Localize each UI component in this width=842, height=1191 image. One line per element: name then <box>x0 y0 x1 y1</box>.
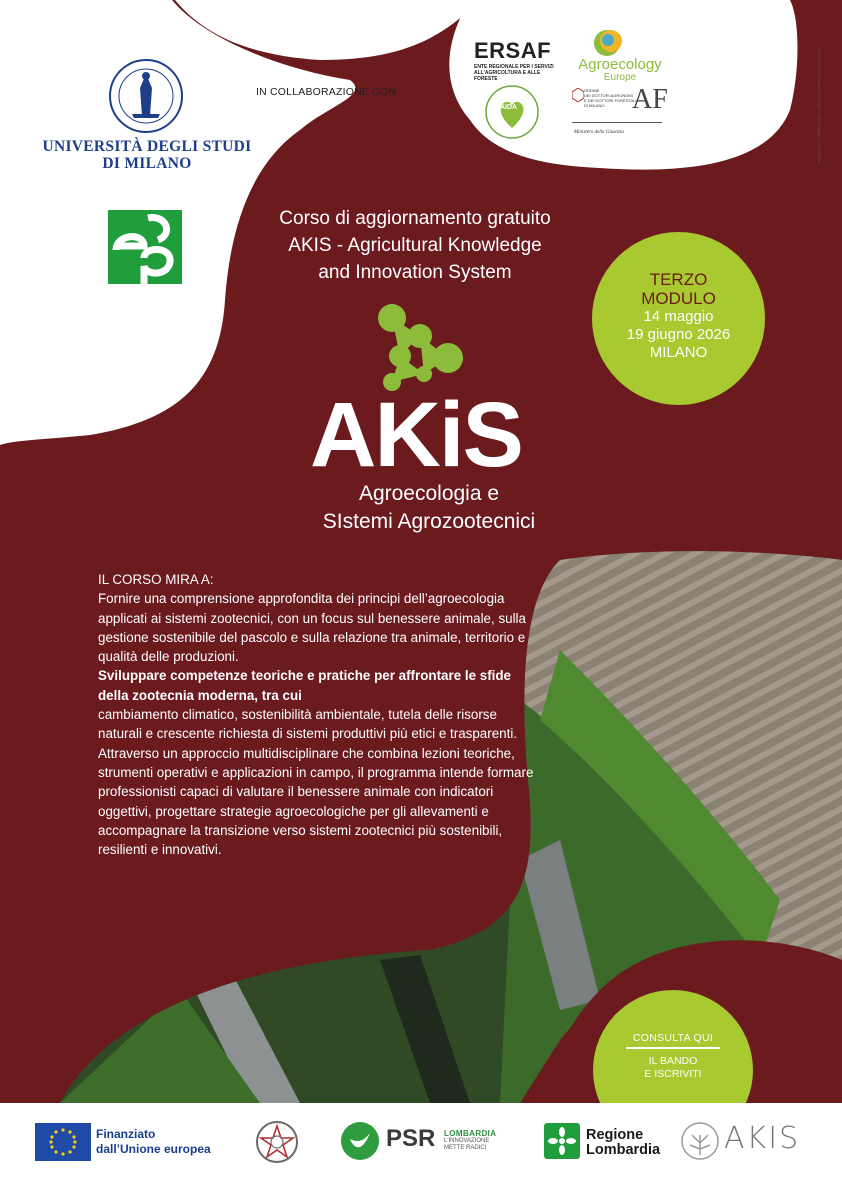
eu-flag-icon <box>35 1123 91 1161</box>
ersaf-subtitle-2: ALL'AGRICOLTURA E ALLE FORESTE <box>474 70 541 82</box>
akis-subtitle <box>298 480 560 536</box>
eu-funding-label <box>96 1127 211 1157</box>
cta-top-label: CONSULTA QUI <box>632 1032 714 1044</box>
ersaf-logo <box>474 38 564 82</box>
italian-republic-emblem-icon <box>254 1119 300 1165</box>
regione-line1: Regione <box>586 1127 644 1143</box>
module-city: MILANO <box>649 344 708 361</box>
description-paragraph-3: Attraverso un approccio multidisciplinare che combina lezioni teoriche, strumenti operativi e applicazioni in campo, il programma intende formare professionisti capaci di valutare il benessere animale con indicatori oggettivi, progettare strategie agroecologiche per gli allevamenti e accompagnare la transizione verso sistemi zootecnici più sostenibili, resilienti e innovativi. <box>98 745 534 858</box>
agroecology-logo-icon <box>593 28 627 58</box>
aida-label: AIDA <box>500 104 518 111</box>
eu-funding-line2: dall’Unione europea <box>96 1142 211 1156</box>
regione-line2: Lombardia <box>586 1142 661 1158</box>
akis-footer-label: AKIS <box>724 1121 801 1156</box>
aida-seal-icon <box>484 84 540 140</box>
ordine-divider <box>572 122 662 123</box>
footer-logos <box>0 1103 842 1191</box>
af-monogram: AF <box>632 84 668 115</box>
eu-funding-line1: Finanziato <box>96 1127 156 1141</box>
course-title-line2: AKIS - Agricultural Knowledge <box>288 235 542 256</box>
module-title-line1: TERZO <box>649 270 708 289</box>
ordine-line-1: ORDINE <box>584 88 600 93</box>
ordine-line-4: DI MILANO <box>584 103 605 108</box>
republic-emblem-small-icon <box>572 88 584 102</box>
module-badge <box>592 232 765 405</box>
course-title-line3: and Innovation System <box>318 262 512 283</box>
university-seal-icon <box>108 58 184 134</box>
agroecology-sub: Europe <box>603 72 637 83</box>
subtitle-line1: Agroecologia e <box>358 482 500 505</box>
regione-lombardia-label <box>586 1128 660 1158</box>
eep-logo-icon <box>108 210 182 284</box>
side-credit <box>814 48 824 178</box>
module-date-end: 19 giugno 2026 <box>626 326 731 343</box>
course-title <box>240 205 590 286</box>
psr-leaf-icon <box>340 1121 380 1161</box>
psr-tagline <box>444 1129 496 1152</box>
cta-divider <box>626 1047 720 1049</box>
description-paragraph-1: Fornire una comprensione approfondita dei principi dell’agroecologia applicati ai sistemi zootecnici, con un focus sul benessere animale, sulla gestione sostenibile del pascolo e sulla relazione tra animale, territorio e qualità delle produzioni. <box>98 591 526 665</box>
ordine-line-3: E DEI DOTTORI FORESTALI <box>584 98 637 103</box>
ordine-line-2: DEI DOTTORI AGRONOMI <box>584 93 633 98</box>
collaboration-label: IN COLLABORAZIONE CON <box>256 86 397 98</box>
description-paragraph-2-bold: Sviluppare competenze teoriche e pratiche per affrontare le sfide della zootecnia moderna, tra cui <box>98 668 512 703</box>
psr-label: PSR <box>386 1125 436 1152</box>
agroecology-name: Agroecology <box>578 56 662 73</box>
university-name <box>38 138 256 172</box>
psr-region: LOMBARDIA <box>444 1129 497 1138</box>
university-name-line1: UNIVERSITÀ DEGLI STUDI <box>42 138 252 155</box>
side-credit-text: Grafica: Remo Marangon per Ergaf - Photofilograph - BD/Metallo <box>817 48 822 163</box>
university-name-line2: DI MILANO <box>102 155 192 172</box>
course-description <box>98 570 538 859</box>
ersaf-title: ERSAF <box>474 38 552 63</box>
psr-tagline-2: METTE RADICI <box>444 1145 487 1151</box>
ministry-name: Ministero della Giustizia <box>574 130 624 135</box>
regione-lombardia-icon <box>544 1123 580 1159</box>
description-heading: IL CORSO MIRA A: <box>98 572 214 587</box>
cta-line-1: IL BANDO <box>648 1055 698 1067</box>
module-title-line2: MODULO <box>641 289 716 308</box>
ersaf-subtitle-1: ENTE REGIONALE PER I SERVIZI <box>474 64 554 70</box>
description-paragraph-2: cambiamento climatico, sostenibilità ambientale, tutela delle risorse naturali e crescente richiesta di sistemi produttivi più etici e trasparenti. <box>98 707 518 742</box>
akis-tree-icon <box>680 1121 720 1161</box>
module-date-start: 14 maggio <box>643 308 714 325</box>
akis-logo-text: AKiS <box>310 384 522 486</box>
cta-line-2: E ISCRIVITI <box>644 1068 702 1080</box>
psr-tagline-1: L'INNOVAZIONE <box>444 1138 490 1144</box>
course-title-line1: Corso di aggiornamento gratuito <box>279 208 551 229</box>
subtitle-line2: SIstemi Agrozootecnici <box>322 510 536 533</box>
agroecology-europe-logo <box>568 57 672 83</box>
